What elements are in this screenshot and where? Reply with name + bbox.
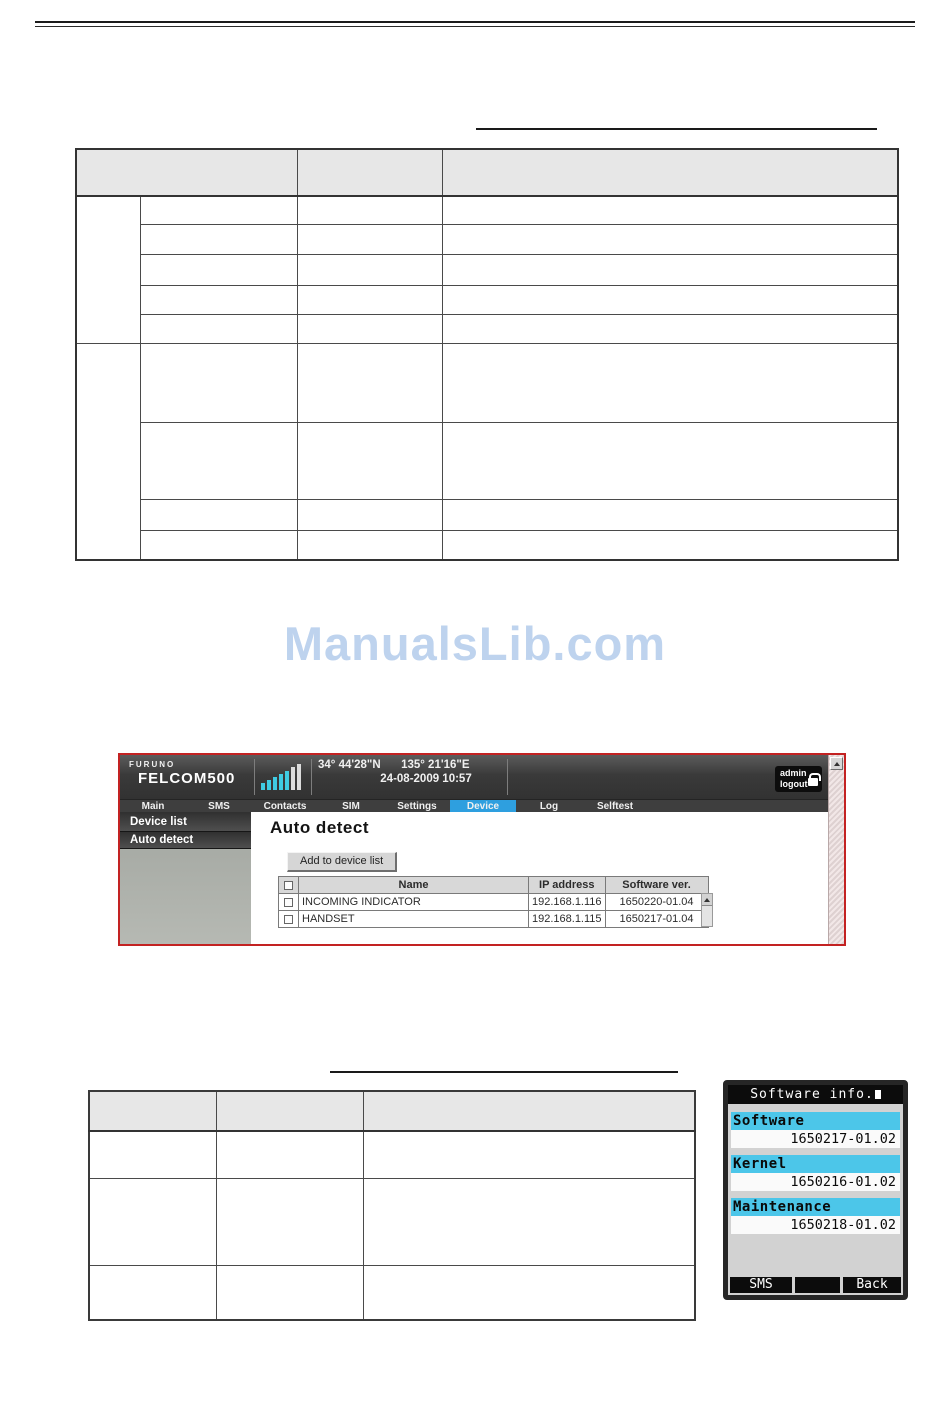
table-cell — [140, 499, 297, 530]
table-cell — [363, 1091, 695, 1131]
table-cell — [363, 1131, 695, 1178]
row-select-cell — [279, 894, 299, 911]
select-all-checkbox[interactable] — [284, 881, 293, 890]
handset-lcd-screen — [723, 1080, 908, 1300]
table-row — [76, 149, 898, 196]
table-cell — [216, 1131, 363, 1178]
table-row — [76, 196, 898, 224]
section-heading-underline — [330, 1071, 678, 1073]
table-cell — [297, 224, 442, 254]
ip-address-cell: 192.168.1.116 — [529, 894, 606, 911]
sidebar-item-auto-detect[interactable]: Auto detect — [120, 832, 251, 849]
table-row — [279, 911, 709, 928]
tab-device[interactable]: Device — [450, 800, 516, 812]
topbar-divider — [507, 759, 508, 795]
column-header-ip: IP address — [529, 877, 606, 894]
table-scrollbar[interactable] — [701, 893, 713, 927]
browser-scrollbar[interactable] — [828, 755, 844, 944]
select-all-cell — [279, 877, 299, 894]
table-cell — [297, 343, 442, 422]
table-cell — [216, 1265, 363, 1320]
software-version-cell: 1650220-01.04 — [605, 894, 708, 911]
section-heading-underline — [476, 128, 877, 130]
lock-icon — [808, 778, 818, 786]
add-to-device-list-button[interactable]: Add to device list — [287, 852, 397, 872]
software-version-value: 1650217-01.02 — [731, 1130, 900, 1148]
table-cell — [442, 422, 898, 499]
table-cell — [140, 196, 297, 224]
sidebar-item-device-list[interactable]: Device list — [120, 812, 251, 832]
table-cell — [442, 285, 898, 314]
lcd-body — [728, 1104, 903, 1234]
table-row — [76, 254, 898, 285]
tab-contacts[interactable]: Contacts — [263, 801, 307, 812]
scroll-up-button[interactable] — [830, 757, 843, 770]
table-cell — [297, 149, 442, 196]
table-cell — [76, 149, 297, 196]
longitude-value: 135° 21'16"E — [401, 759, 470, 771]
tab-settings[interactable]: Settings — [397, 801, 437, 812]
ip-address-cell: 192.168.1.115 — [529, 911, 606, 928]
topbar-divider — [254, 759, 255, 795]
table-cell — [89, 1265, 216, 1320]
lcd-title-text: Software info. — [750, 1087, 874, 1102]
table-row — [76, 224, 898, 254]
table-cell — [140, 343, 297, 422]
table-cell — [89, 1178, 216, 1265]
arrow-up-icon — [834, 762, 840, 766]
table-cell — [140, 314, 297, 343]
table-cell — [76, 196, 140, 343]
page-top-rule — [35, 21, 915, 27]
table-cell — [140, 422, 297, 499]
software-info-group — [731, 1112, 900, 1148]
softkey-middle — [795, 1277, 840, 1293]
kernel-info-group — [731, 1155, 900, 1191]
table-cell — [216, 1091, 363, 1131]
table-row — [89, 1091, 695, 1131]
webui-screenshot — [118, 753, 846, 946]
table-cell — [442, 149, 898, 196]
kernel-version-value: 1650216-01.02 — [731, 1173, 900, 1191]
webui-navbar — [120, 799, 828, 812]
table-header-row — [279, 877, 709, 894]
softkey-back[interactable]: Back — [843, 1277, 901, 1293]
table-cell — [297, 314, 442, 343]
session-user: admin — [780, 768, 807, 778]
webui-content — [251, 812, 828, 944]
table-cell — [76, 343, 140, 560]
table-cell — [442, 196, 898, 224]
maintenance-version-value: 1650218-01.02 — [731, 1216, 900, 1234]
signal-strength-icon — [261, 764, 307, 790]
softkey-sms[interactable]: SMS — [730, 1277, 792, 1293]
row-checkbox[interactable] — [284, 898, 293, 907]
upper-doc-table — [75, 148, 899, 561]
table-cell — [140, 530, 297, 560]
row-select-cell — [279, 911, 299, 928]
table-cell — [442, 224, 898, 254]
cursor-block-icon — [875, 1090, 881, 1099]
table-cell — [442, 343, 898, 422]
tab-selftest[interactable]: Selftest — [596, 801, 634, 812]
datetime-value: 24-08-2009 10:57 — [380, 773, 472, 785]
table-row — [76, 530, 898, 560]
table-row — [279, 894, 709, 911]
tab-main[interactable]: Main — [141, 801, 165, 812]
table-cell — [140, 285, 297, 314]
table-cell — [297, 499, 442, 530]
table-row — [76, 285, 898, 314]
table-row — [76, 343, 898, 422]
furuno-logo: FURUNO — [129, 760, 176, 769]
detected-devices-table — [278, 876, 709, 928]
table-cell — [140, 254, 297, 285]
tab-sms[interactable]: SMS — [208, 801, 230, 812]
table-cell — [442, 530, 898, 560]
table-cell — [442, 499, 898, 530]
lower-doc-table — [88, 1090, 696, 1321]
column-header-name: Name — [299, 877, 529, 894]
software-version-cell: 1650217-01.04 — [605, 911, 708, 928]
manualslib-watermark: ManualsLib.com — [283, 617, 667, 670]
table-cell — [297, 254, 442, 285]
table-cell — [297, 530, 442, 560]
logout-button[interactable] — [775, 766, 822, 792]
table-cell — [442, 314, 898, 343]
latitude-value: 34° 44'28"N — [318, 759, 381, 771]
topbar-divider — [311, 759, 312, 795]
table-row — [76, 499, 898, 530]
table-cell — [89, 1091, 216, 1131]
table-row — [76, 314, 898, 343]
lcd-softkey-bar — [730, 1277, 901, 1293]
arrow-up-icon — [704, 898, 710, 902]
maintenance-info-group — [731, 1198, 900, 1234]
table-cell — [363, 1265, 695, 1320]
logout-label: logout — [780, 778, 808, 789]
model-name: FELCOM500 — [138, 770, 236, 787]
device-name-cell: HANDSET — [299, 911, 529, 928]
table-cell — [297, 285, 442, 314]
position-readout — [318, 759, 504, 785]
tab-sim[interactable]: SIM — [342, 801, 360, 812]
tab-log[interactable]: Log — [539, 801, 559, 812]
table-cell — [297, 196, 442, 224]
column-header-software: Software ver. — [605, 877, 708, 894]
maintenance-label: Maintenance — [731, 1198, 900, 1216]
table-cell — [297, 422, 442, 499]
table-cell — [140, 224, 297, 254]
kernel-label: Kernel — [731, 1155, 900, 1173]
table-cell — [442, 254, 898, 285]
page-title: Auto detect — [270, 818, 369, 837]
device-name-cell: INCOMING INDICATOR — [299, 894, 529, 911]
lcd-title-bar — [728, 1085, 903, 1104]
table-cell — [89, 1131, 216, 1178]
webui-sidebar — [120, 812, 251, 944]
webui-topbar — [120, 755, 828, 799]
table-row — [89, 1178, 695, 1265]
row-checkbox[interactable] — [284, 915, 293, 924]
table-row — [89, 1265, 695, 1320]
table-cell — [363, 1178, 695, 1265]
table-row — [76, 422, 898, 499]
scroll-up-button[interactable] — [702, 894, 712, 906]
software-label: Software — [731, 1112, 900, 1130]
table-row — [89, 1131, 695, 1178]
table-cell — [216, 1178, 363, 1265]
